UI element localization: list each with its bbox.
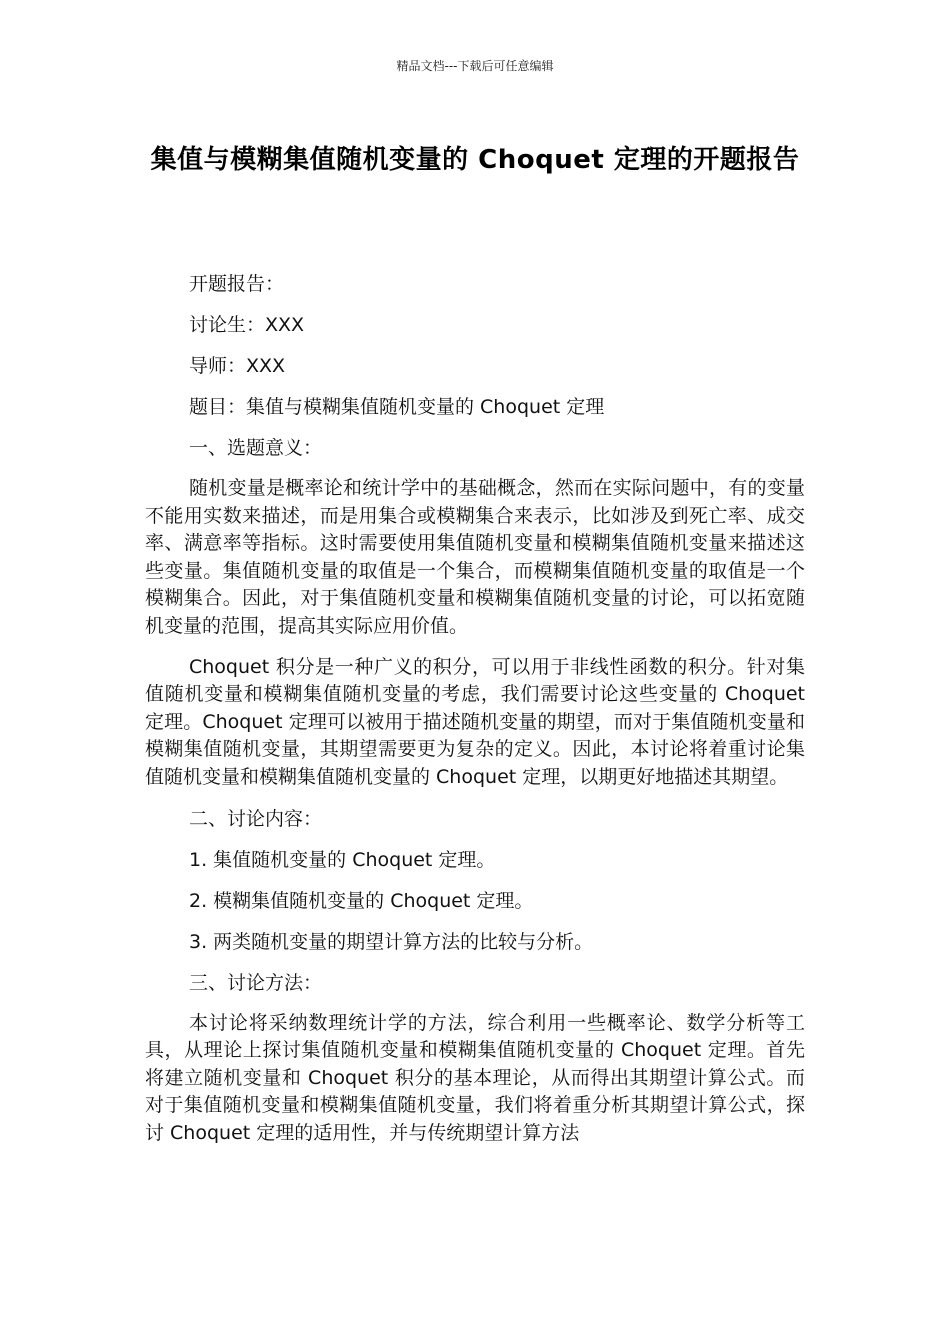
advisor-line: 导师：XXX [189, 355, 286, 377]
section-1-paragraph-2: Choquet 积分是一种广义的积分，可以用于非线性函数的积分。针对集值随机变量和模糊集值随机变量的考虑，我们需要讨论这些变量的 Choquet 定理。Choquet 定理可以被用于描述随机变量的期望，而对于集值随机变量和模糊集值随机变量，其期望需要更为复杂的定义。因此，本讨论将着重讨论集值随机变量和模糊集值随机变量的 Choquet 定理，以期更好地描述其期望。 [145, 655, 805, 788]
document-body [145, 270, 805, 1148]
section-1-paragraph-1: 随机变量是概率论和统计学中的基础概念，然而在实际问题中，有的变量不能用实数来描述，而是用集合或模糊集合来表示，比如涉及到死亡率、成交率、满意率等指标。这时需要使用集值随机变量和模糊集值随机变量来描述这些变量。集值随机变量的取值是一个集合，而模糊集值随机变量的取值是一个模糊集合。因此，对于集值随机变量和模糊集值随机变量的讨论，可以拓宽随机变量的范围，提高其实际应用价值。 [145, 477, 805, 637]
section-3-heading: 三、讨论方法： [189, 971, 323, 994]
document-title: 集值与模糊集值随机变量的 Choquet 定理的开题报告 [150, 145, 800, 175]
header-note: 精品文档---下载后可任意编辑 [396, 59, 554, 73]
report-label: 开题报告： [189, 273, 285, 295]
list-item: 1. 集值随机变量的 Choquet 定理。 [189, 848, 496, 871]
list-item: 2. 模糊集值随机变量的 Choquet 定理。 [189, 889, 534, 912]
topic-line: 题目：集值与模糊集值随机变量的 Choquet 定理 [189, 396, 605, 418]
section-2-heading: 二、讨论内容： [189, 807, 323, 830]
list-item: 3. 两类随机变量的期望计算方法的比较与分析。 [189, 930, 594, 953]
student-line: 讨论生：XXX [189, 314, 305, 336]
section-1-heading: 一、选题意义： [189, 437, 323, 459]
section-3-paragraph-1: 本讨论将采纳数理统计学的方法，综合利用一些概率论、数学分析等工具，从理论上探讨集值随机变量和模糊集值随机变量的 Choquet 定理。首先将建立随机变量和 Choquet 积分的基本理论，从而得出其期望计算公式。而对于集值随机变量和模糊集值随机变量，我们将着重分析其期望计算公式，探讨 Choquet 定理的适用性，并与传统期望计算方法 [145, 1011, 805, 1144]
